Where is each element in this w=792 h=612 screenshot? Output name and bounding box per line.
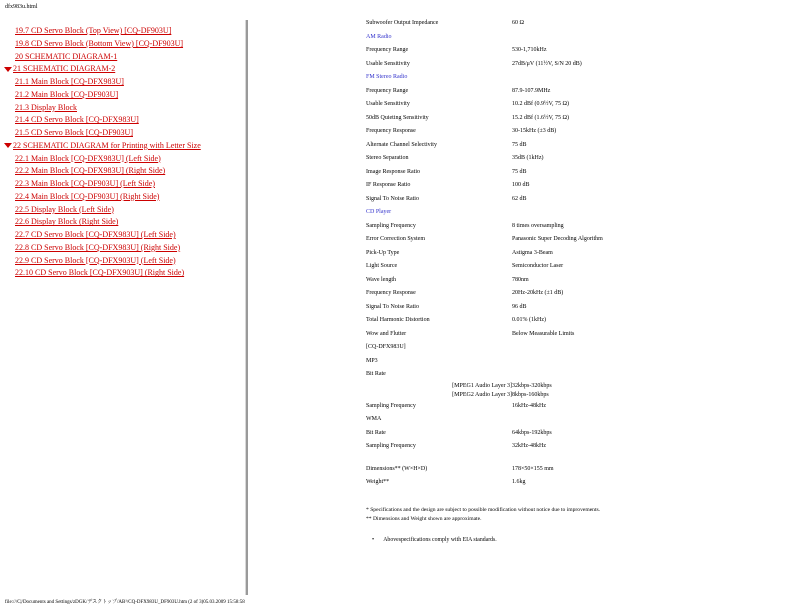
toc-link-label: 21.3 Display Block [15, 102, 77, 112]
toc-link-label: 21.2 Main Block [CQ-DF903U] [15, 89, 119, 99]
spec-value: 15.2 dBf (1.6½V, 75 Ω) [512, 114, 570, 121]
spec-label: Signal To Noise Ratio [366, 303, 419, 310]
spec-value: 96 dB [512, 303, 527, 310]
spec-label: CD Player [366, 209, 392, 215]
spec-section-heading [366, 71, 786, 85]
spec-row [366, 58, 786, 72]
spec-row [366, 427, 786, 441]
spec-value: 8kbps-160kbps [512, 391, 549, 398]
spec-value: 780nm [512, 276, 529, 283]
spec-value: 0.01% (1kHz) [512, 317, 546, 323]
spec-label: Error Correction System [366, 236, 425, 242]
toc-link-label: 21.4 CD Servo Block [CQ-DFX983U] [15, 115, 139, 125]
spec-label: Dimensions** (W×H×D) [366, 465, 428, 472]
spec-row [366, 179, 786, 193]
spec-label: Frequency Range [366, 87, 409, 94]
spec-value: 10.2 dBf (0.9½V, 75 Ω) [512, 101, 570, 107]
spec-label: [MPEG2 Audio Layer 3] [452, 391, 512, 398]
spec-row [366, 476, 786, 490]
toc-link[interactable] [4, 229, 240, 242]
spec-row [366, 341, 786, 355]
spec-label: FM Stereo Radio [366, 74, 408, 80]
spec-label: Bit Rate [366, 371, 386, 377]
toc-link[interactable] [4, 38, 240, 51]
toc-link-label: 19.8 CD Servo Block (Bottom View) [CQ-DF903U] [15, 38, 184, 48]
spec-value: 1.6kg [512, 479, 526, 485]
spec-row [366, 247, 786, 261]
spec-note-approximate: ** Dimensions and Weight shown are approximate. [366, 516, 482, 522]
spec-note-modification: * Specifications and the design are subject to possible modification without notice due to improvements. [366, 507, 601, 513]
spec-label: Sampling Frequency [366, 222, 416, 229]
toc-link-label: 22.7 CD Servo Block [CQ-DFX983U] (Left Side) [15, 230, 176, 239]
spec-label: [MPEG1 Audio Layer 3] [452, 382, 512, 389]
spec-label: Frequency Response [366, 290, 416, 296]
spec-value: 87.9-107.9MHz [512, 87, 551, 94]
spec-row [366, 139, 786, 153]
spec-value: 100 dB [512, 182, 530, 188]
spec-row [366, 391, 786, 400]
toc-link[interactable] [4, 127, 240, 140]
spec-label: Total Harmonic Distortion [366, 317, 430, 323]
toc-link[interactable] [4, 242, 240, 255]
file-path-footer: file:///C|/Documents and Settings/zDGK/デスクトップ/AB¹/CQ-DFX983U_DF903U.htm (2 of 3)05.03.2009 15:58:58 [5, 600, 245, 605]
spec-value: 75 dB [512, 168, 527, 175]
toc-link[interactable] [4, 89, 240, 102]
spec-label: IF Response Ratio [366, 182, 411, 188]
spec-label: Pick-Up Type [366, 249, 400, 256]
toc-link-label: 22.10 CD Servo Block [CQ-DFX903U] (Right Side) [15, 268, 185, 278]
toc-link[interactable] [4, 191, 240, 204]
spec-row [366, 193, 786, 207]
toc-link[interactable] [4, 102, 240, 115]
spec-row [366, 17, 786, 31]
spec-label: MP3 [366, 357, 378, 364]
spec-label: Usable Sensitivity [366, 60, 410, 67]
spec-row [366, 44, 786, 58]
spec-row [366, 382, 786, 391]
toc-link[interactable] [4, 76, 240, 89]
toc-link[interactable] [4, 165, 240, 178]
spec-value: 8 times oversampling [512, 222, 564, 229]
spec-value: Below Measurable Limits [512, 330, 575, 337]
spec-label: Alternate Channel Selectivity [366, 141, 437, 148]
spec-value: 64kbps-192kbps [512, 429, 552, 436]
expand-triangle-icon[interactable] [4, 67, 12, 72]
spec-row [366, 152, 786, 166]
toc-link[interactable] [4, 51, 240, 64]
bullet-icon: • [372, 537, 375, 543]
spec-row [366, 463, 786, 477]
toc-link-label: 21.5 CD Servo Block [CQ-DF903U] [15, 128, 133, 137]
spec-row [366, 274, 786, 288]
spec-value: 32kHz-48kHz [512, 443, 546, 449]
spec-value: 35dB (1kHz) [512, 155, 544, 161]
spec-value: 16kHz-48kHz [512, 402, 546, 409]
spec-row [366, 413, 786, 427]
spec-row [366, 112, 786, 126]
spec-row [366, 368, 786, 382]
spec-value: 30-15kHz (±3 dB) [512, 128, 557, 134]
toc-link-label: 22.1 Main Block [CQ-DFX983U] (Left Side) [15, 153, 161, 163]
toc-link-label: 22.5 Display Block (Left Side) [15, 204, 114, 214]
spec-row [366, 328, 786, 342]
spec-value: Semiconductor Laser [512, 263, 564, 269]
spec-row [366, 125, 786, 139]
spec-row [366, 314, 786, 328]
spec-value: 32kbps-320kbps [512, 382, 552, 389]
spec-label: Image Response Ratio [366, 168, 420, 175]
toc-link-label: 22.9 CD Servo Block [CQ-DFX903U] (Left Side) [15, 255, 176, 265]
toc-link[interactable] [4, 255, 240, 268]
spec-value: 20Hz-20kHz (±1 dB) [512, 290, 564, 296]
toc-link[interactable] [4, 140, 240, 153]
spec-row [366, 301, 786, 315]
spec-section-heading [366, 206, 786, 220]
toc-link[interactable] [4, 216, 240, 229]
toc-link[interactable] [4, 204, 240, 217]
frame-divider[interactable] [245, 20, 248, 595]
spec-label: Sampling Frequency [366, 443, 416, 449]
table-of-contents [4, 25, 240, 280]
toc-link[interactable] [4, 153, 240, 166]
spec-label: Frequency Range [366, 47, 409, 53]
spec-label: Subwoofer Output Impedance [366, 20, 439, 26]
spec-label: Weight** [366, 479, 390, 485]
spec-value: 62 dB [512, 195, 527, 202]
spec-row [366, 85, 786, 99]
toc-link-label: 22.4 Main Block [CQ-DF903U] (Right Side) [15, 191, 160, 201]
toc-link-label: 22.3 Main Block [CQ-DF903U] (Left Side) [15, 179, 155, 188]
spec-row [366, 400, 786, 414]
spec-label: Wave length [366, 276, 397, 283]
spec-label: Sampling Frequency [366, 402, 416, 409]
compliance-text: Abovespecifications comply with EIA standards. [383, 537, 497, 543]
spec-label: Bit Rate [366, 429, 386, 436]
toc-link-label: 20 SCHEMATIC DIAGRAM-1 [15, 51, 118, 61]
spec-value: 27dB/μV (11½V, S/N 20 dB) [512, 60, 582, 67]
spec-row [366, 287, 786, 301]
spec-section-heading [366, 31, 786, 45]
spec-label: Wow and Flutter [366, 330, 407, 337]
toc-link-label: 22.8 CD Servo Block [CQ-DFX983U] (Right Side) [15, 242, 181, 252]
spec-value: Astigma 3-Beam [512, 249, 553, 256]
spec-row [366, 166, 786, 180]
spec-row [366, 440, 786, 454]
spec-row [366, 355, 786, 369]
toc-link-label: 21.1 Main Block [CQ-DFX983U] [15, 77, 124, 86]
toc-link[interactable] [4, 114, 240, 127]
spec-label: [CQ-DFX983U] [366, 344, 406, 350]
spec-value: 60 Ω [512, 20, 524, 26]
expand-triangle-icon[interactable] [4, 143, 12, 148]
specifications-table [366, 17, 786, 490]
page-filename: dfx983u.html [5, 4, 38, 10]
compliance-note [372, 537, 497, 543]
spec-label: Frequency Response [366, 128, 416, 134]
toc-link-label: 22 SCHEMATIC DIAGRAM for Printing with Letter Size [13, 140, 201, 150]
toc-link[interactable] [4, 178, 240, 191]
spec-label: WMA [366, 416, 382, 422]
spec-label: AM Radio [366, 33, 392, 40]
spec-value: Panasonic Super Decoding Algorithm [512, 236, 603, 242]
spec-row [366, 98, 786, 112]
spec-value: 530-1,710kHz [512, 47, 547, 53]
spec-row [366, 220, 786, 234]
toc-link[interactable] [4, 63, 240, 76]
spec-label: Light Source [366, 263, 398, 269]
spec-label: Usable Sensitivity [366, 101, 410, 107]
spec-value: 75 dB [512, 141, 527, 148]
toc-link[interactable] [4, 267, 240, 280]
spec-gap [366, 454, 786, 463]
toc-link-label: 21 SCHEMATIC DIAGRAM-2 [13, 64, 116, 74]
spec-label: Stereo Separation [366, 155, 409, 161]
spec-label: Signal To Noise Ratio [366, 195, 419, 202]
spec-notes [366, 506, 786, 524]
toc-link-label: 19.7 CD Servo Block (Top View) [CQ-DF903U] [15, 26, 172, 35]
spec-row [366, 233, 786, 247]
spec-row [366, 260, 786, 274]
toc-link[interactable] [4, 25, 240, 38]
toc-link-label: 22.2 Main Block [CQ-DFX983U] (Right Side) [15, 166, 166, 176]
spec-label: 50dB Quieting Sensitivity [366, 114, 429, 121]
toc-link-label: 22.6 Display Block (Right Side) [15, 217, 119, 227]
spec-value: 178×50×155 mm [512, 465, 554, 472]
